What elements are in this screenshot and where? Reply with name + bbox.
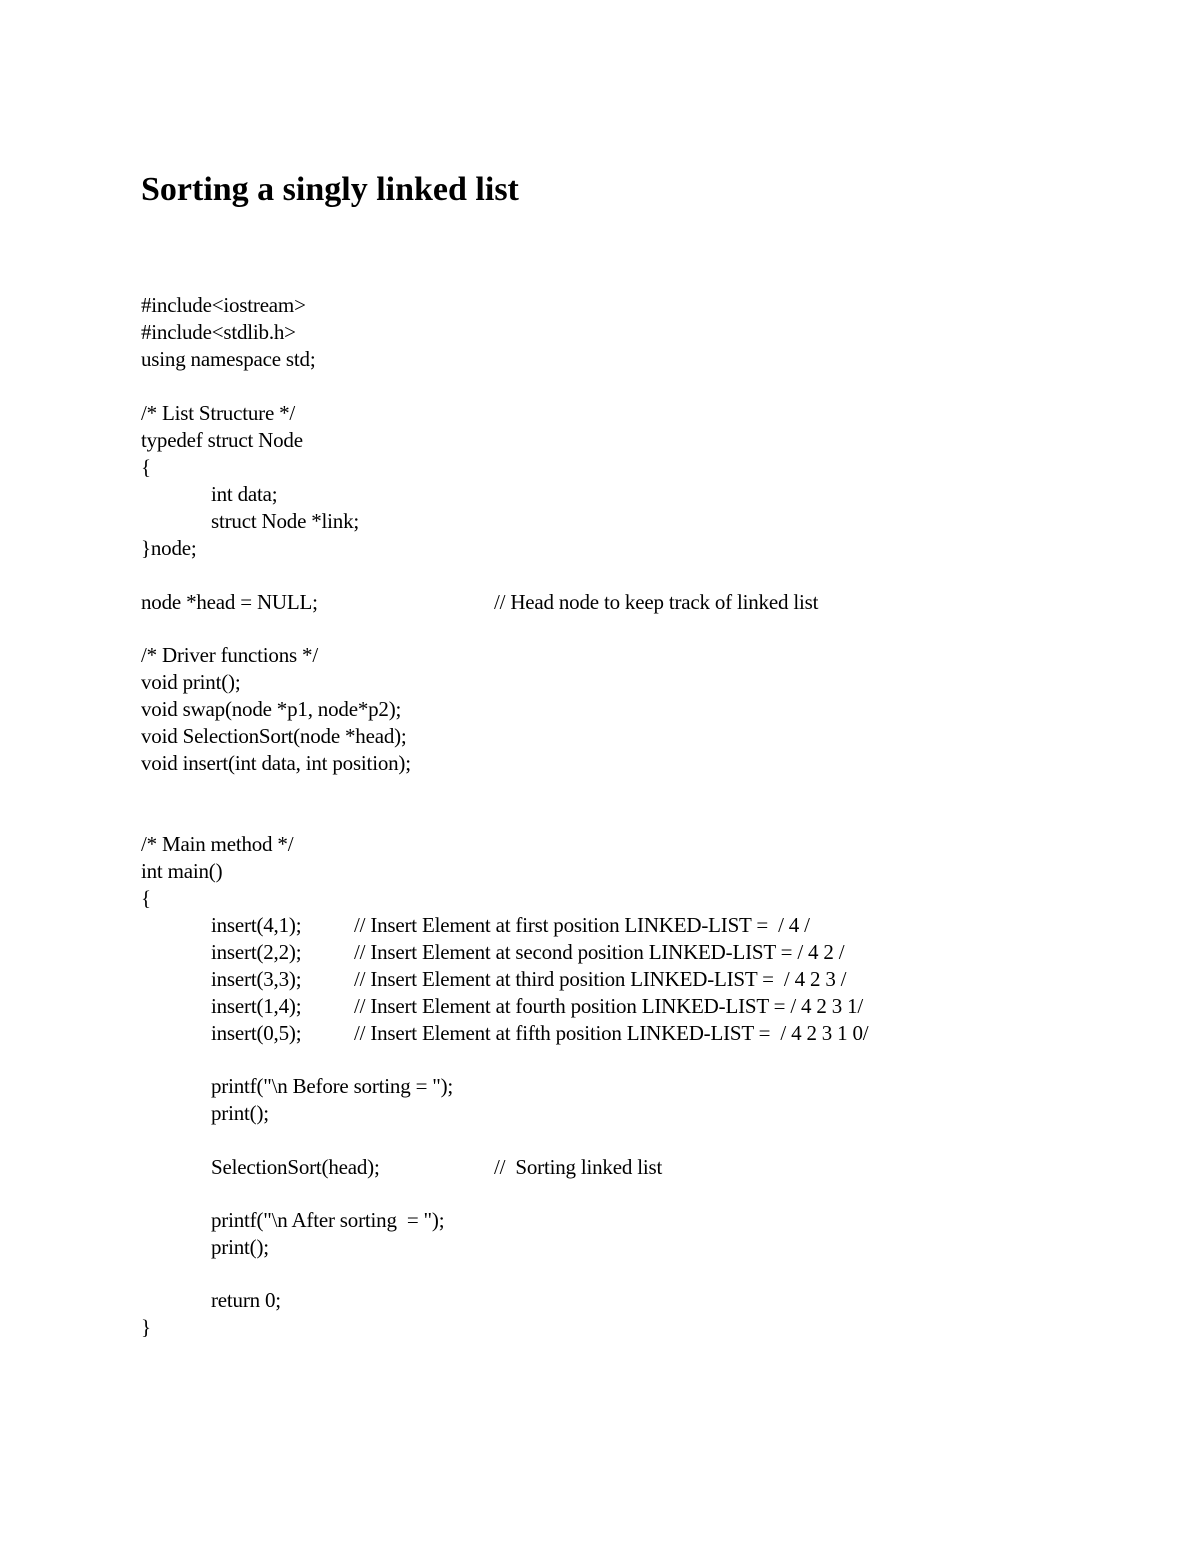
insert-prototype: void insert(int data, int position); bbox=[141, 751, 411, 775]
driver-functions-comment: /* Driver functions */ bbox=[141, 643, 318, 667]
swap-prototype: void swap(node *p1, node*p2); bbox=[141, 697, 402, 721]
struct-field-data: int data; bbox=[211, 482, 278, 506]
head-declaration-comment: // Head node to keep track of linked list bbox=[494, 590, 819, 614]
insert-call: insert(2,2); bbox=[211, 940, 302, 964]
page-title: Sorting a singly linked list bbox=[141, 171, 519, 208]
selection-sort-comment: // Sorting linked list bbox=[494, 1155, 663, 1179]
include-iostream-line: #include<iostream> bbox=[141, 293, 306, 317]
printf-before-sorting: printf("\n Before sorting = "); bbox=[211, 1074, 454, 1098]
selection-sort-prototype: void SelectionSort(node *head); bbox=[141, 724, 407, 748]
insert-comment: // Insert Element at first position LINKED-LIST = / 4 / bbox=[354, 913, 810, 937]
struct-close-line: }node; bbox=[141, 536, 197, 560]
head-declaration: node *head = NULL; bbox=[141, 590, 318, 614]
main-method-comment: /* Main method */ bbox=[141, 832, 294, 856]
selection-sort-call: SelectionSort(head); bbox=[211, 1155, 380, 1179]
insert-comment: // Insert Element at fifth position LINKED-LIST = / 4 2 3 1 0/ bbox=[354, 1021, 869, 1045]
print-prototype: void print(); bbox=[141, 670, 241, 694]
insert-comment: // Insert Element at third position LINKED-LIST = / 4 2 3 / bbox=[354, 967, 847, 991]
insert-call: insert(1,4); bbox=[211, 994, 302, 1018]
list-structure-comment: /* List Structure */ bbox=[141, 401, 296, 425]
include-stdlib-line: #include<stdlib.h> bbox=[141, 320, 296, 344]
insert-comment: // Insert Element at second position LINKED-LIST = / 4 2 / bbox=[354, 940, 845, 964]
using-namespace-line: using namespace std; bbox=[141, 347, 316, 371]
typedef-struct-line: typedef struct Node bbox=[141, 428, 303, 452]
insert-comment: // Insert Element at fourth position LINKED-LIST = / 4 2 3 1/ bbox=[354, 994, 864, 1018]
return-statement: return 0; bbox=[211, 1288, 281, 1312]
insert-call: insert(4,1); bbox=[211, 913, 302, 937]
main-signature: int main() bbox=[141, 859, 223, 883]
main-open-brace: { bbox=[141, 886, 151, 910]
print-call-before: print(); bbox=[211, 1101, 269, 1125]
insert-call: insert(0,5); bbox=[211, 1021, 302, 1045]
struct-open-brace: { bbox=[141, 455, 151, 479]
main-close-brace: } bbox=[141, 1315, 151, 1339]
printf-after-sorting: printf("\n After sorting = "); bbox=[211, 1208, 445, 1232]
struct-field-link: struct Node *link; bbox=[211, 509, 360, 533]
insert-call: insert(3,3); bbox=[211, 967, 302, 991]
print-call-after: print(); bbox=[211, 1235, 269, 1259]
